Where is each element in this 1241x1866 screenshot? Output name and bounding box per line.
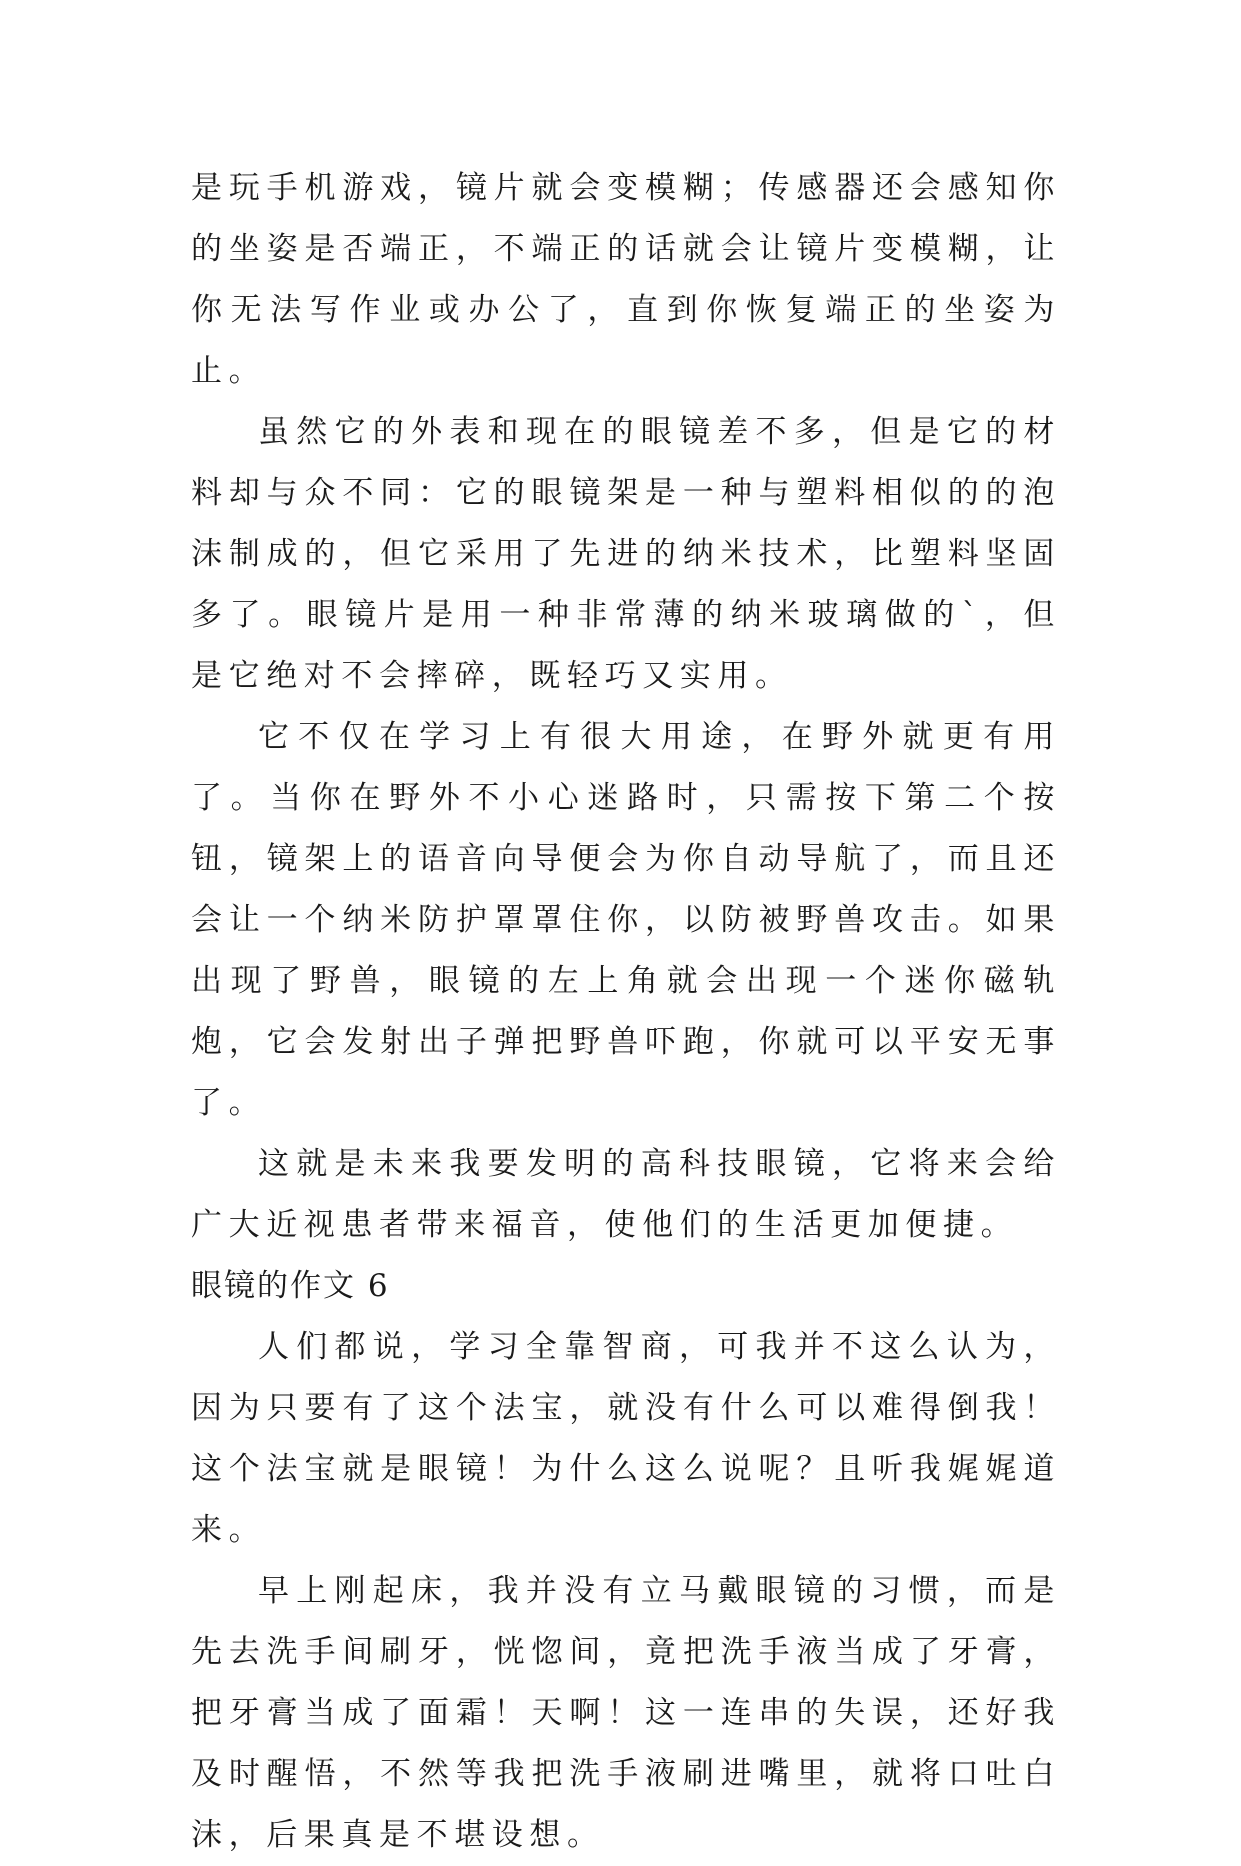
section-heading: 眼镜的作文 6 bbox=[191, 1268, 390, 1304]
paragraph-2: 虽然它的外表和现在的眼镜差不多，但是它的材料却与众不同：它的眼镜架是一种与塑料相似的的泡沫制成的，但它采用了先进的纳米技术，比塑料坚固多了。眼镜片是用一种非常薄的纳米玻璃做的`，但是它绝对不会摔碎，既轻巧又实用。 bbox=[191, 414, 1061, 694]
paragraph-3: 它不仅在学习上有很大用途，在野外就更有用了。当你在野外不小心迷路时，只需按下第二个按钮，镜架上的语音向导便会为你自动导航了，而且还会让一个纳米防护罩罩住你，以防被野兽攻击。如果出现了野兽，眼镜的左上角就会出现一个迷你磁轨炮，它会发射出子弹把野兽吓跑，你就可以平安无事了。 bbox=[191, 719, 1061, 1121]
paragraph-1: 是玩手机游戏，镜片就会变模糊；传感器还会感知你的坐姿是否端正，不端正的话就会让镜片变模糊，让你无法写作业或办公了，直到你恢复端正的坐姿为止。 bbox=[191, 170, 1061, 389]
paragraph-6: 早上刚起床，我并没有立马戴眼镜的习惯，而是先去洗手间刷牙，恍惚间，竟把洗手液当成了牙膏，把牙膏当成了面霜！天啊！这一连串的失误，还好我及时醒悟，不然等我把洗手液刷进嘴里，就将口吐白沫，后果真是不堪设想。 bbox=[191, 1573, 1061, 1853]
document-body bbox=[191, 158, 1061, 1866]
paragraph-5: 人们都说，学习全靠智商，可我并不这么认为，因为只要有了这个法宝，就没有什么可以难得倒我！这个法宝就是眼镜！为什么这么说呢？且听我娓娓道来。 bbox=[191, 1329, 1061, 1548]
paragraph-4: 这就是未来我要发明的高科技眼镜，它将来会给广大近视患者带来福音，使他们的生活更加便捷。 bbox=[191, 1146, 1061, 1243]
